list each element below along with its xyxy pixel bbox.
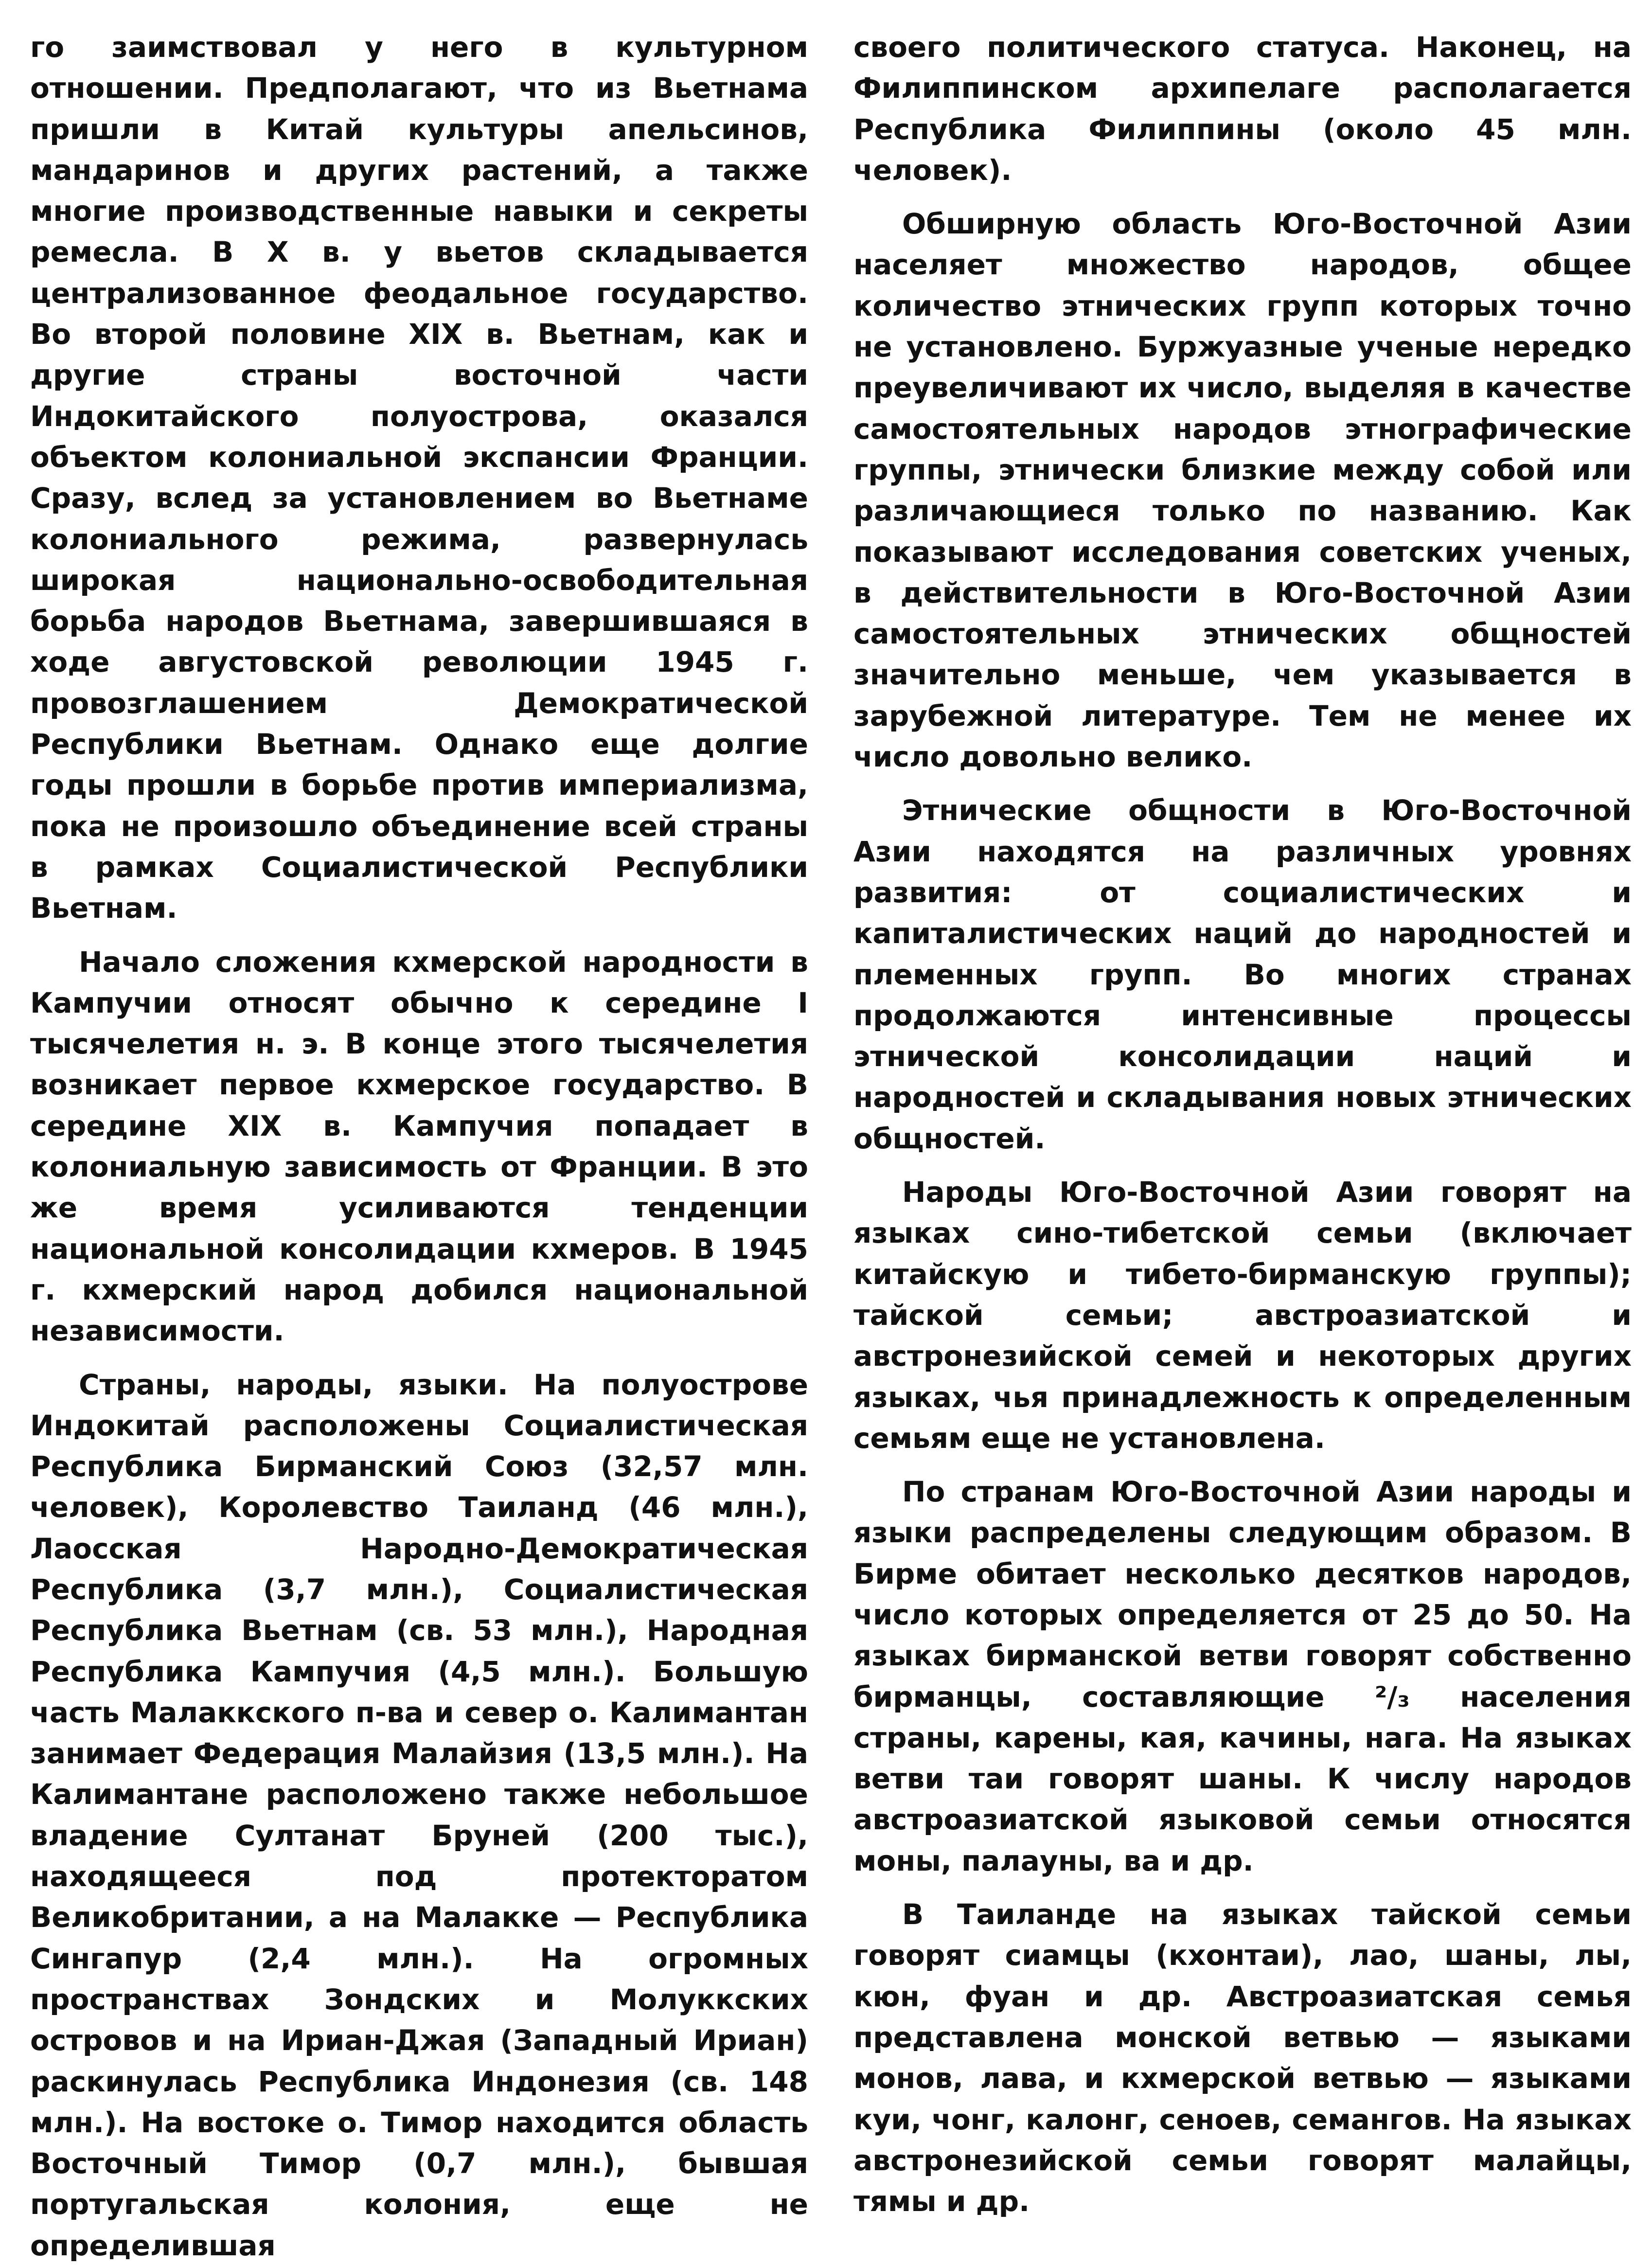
paragraph-political-status: своего политического статуса. Наконец, на Филиппинском архипелаге располагается Республика Филиппины (около 45 млн. человек). — [853, 27, 1632, 191]
paragraph-countries-text: На полуострове Индокитай расположены Социалистическая Республика Бирманский Союз (32,57 млн. человек), Королевство Таиланд (46 млн.), Лаосская Народно-Демократическая Республика (3,7 млн.), Социалистическая Республика Вьетнам (св. 53 млн.), Народная Республика Кампучия (4,5 млн.). Большую часть Малаккского п-ва и север о. Калимантан занимает Федерация Малайзия (13,5 млн.). На Калимантане расположено также небольшое владение Султанат Бруней (200 тыс.), находящееся под протекторатом Великобритании, а на Малакке — Республика Сингапур (2,4 млн.). На огромных пространствах Зондских и Молуккских островов и на Ириан-Джая (Западный Ириан) раскинулась Республика Индонезия (св. 148 млн.). На востоке о. Тимор находится область Восточный Тимор (0,7 млн.), бывшая португальская колония, еще не определившая — [30, 1368, 808, 2262]
section-heading-countries-peoples-languages: Страны, народы, языки. — [79, 1368, 508, 1401]
left-column — [30, 27, 808, 2113]
paragraph-khmer-history: Начало сложения кхмерской народности в Кампучии относят обычно к середине I тысячелетия н. э. В конце этого тысячелетия возникает первое кхмерское государство. В середине XIX в. Кампучия попадает в колониальную зависимость от Франции. В это же время усиливаются тенденции национальной консолидации кхмеров. В 1945 г. кхмерский народ добился национальной независимости. — [30, 942, 808, 1352]
right-column — [853, 27, 1632, 2113]
paragraph-language-families: Народы Юго-Восточной Азии говорят на языках сино-тибетской семьи (включает китайскую и тибето-бирманскую группы); тайской семьи; австроазиатской и австронезийской семей и некоторых других языках, чья принадлежность к определенным семьям еще не установлена. — [853, 1172, 1632, 1459]
paragraph-countries — [30, 1364, 808, 2266]
paragraph-burma: По странам Юго-Восточной Азии народы и языки распределены следующим образом. В Бирме обитает несколько десятков народов, число которых определяется от 25 до 50. На языках бирманской ветви говорят собственно бирманцы, составляющие ²/₃ населения страны, карены, кая, качины, нага. На языках ветви таи говорят шаны. К числу народов австроазиатской языковой семьи относятся моны, палауны, ва и др. — [853, 1471, 1632, 1881]
paragraph-thailand: В Таиланде на языках тайской семьи говорят сиамцы (кхонтаи), лао, шаны, лы, кюн, фуан и др. Австроазиатская семья представлена монской ветвью — языками монов, лава, и кхмерской ветвью — языками куи, чонг, калонг, сеноев, семангов. На языках австронезийской семьи говорят малайцы, тямы и др. — [853, 1894, 1632, 2222]
paragraph-peoples-count: Обширную область Юго-Восточной Азии населяет множество народов, общее количество этнических групп которых точно не установлено. Буржуазные ученые нередко преувеличивают их число, выделяя в качестве самостоятельных народов этнографические группы, этнически близкие между собой или различающиеся только по названию. Как показывают исследования советских ученых, в действительности в Юго-Восточной Азии самостоятельных этнических общностей значительно меньше, чем указывается в зарубежной литературе. Тем не менее их число довольно велико. — [853, 203, 1632, 777]
paragraph-vietnam-history: го заимствовал у него в культурном отношении. Предполагают, что из Вьетнама пришли в Китай культуры апельсинов, мандаринов и других растений, а также многие производственные навыки и секреты ремесла. В X в. у вьетов складывается централизованное феодальное государство. Во второй половине XIX в. Вьетнам, как и другие страны восточной части Индокитайского полуострова, оказался объектом колониальной экспансии Франции. Сразу, вслед за установлением во Вьетнаме колониального режима, развернулась широкая национально-освободительная борьба народов Вьетнама, завершившаяся в ходе августовской революции 1945 г. провозглашением Демократической Республики Вьетнам. Однако еще долгие годы прошли в борьбе против империализма, пока не произошло объединение всей страны в рамках Социалистической Республики Вьетнам. — [30, 27, 808, 929]
paragraph-ethnic-communities: Этнические общности в Юго-Восточной Азии находятся на различных уровнях развития: от социалистических и капиталистических наций до народностей и племенных групп. Во многих странах продолжаются интенсивные процессы этнической консолидации наций и народностей и складывания новых этнических общностей. — [853, 790, 1632, 1159]
